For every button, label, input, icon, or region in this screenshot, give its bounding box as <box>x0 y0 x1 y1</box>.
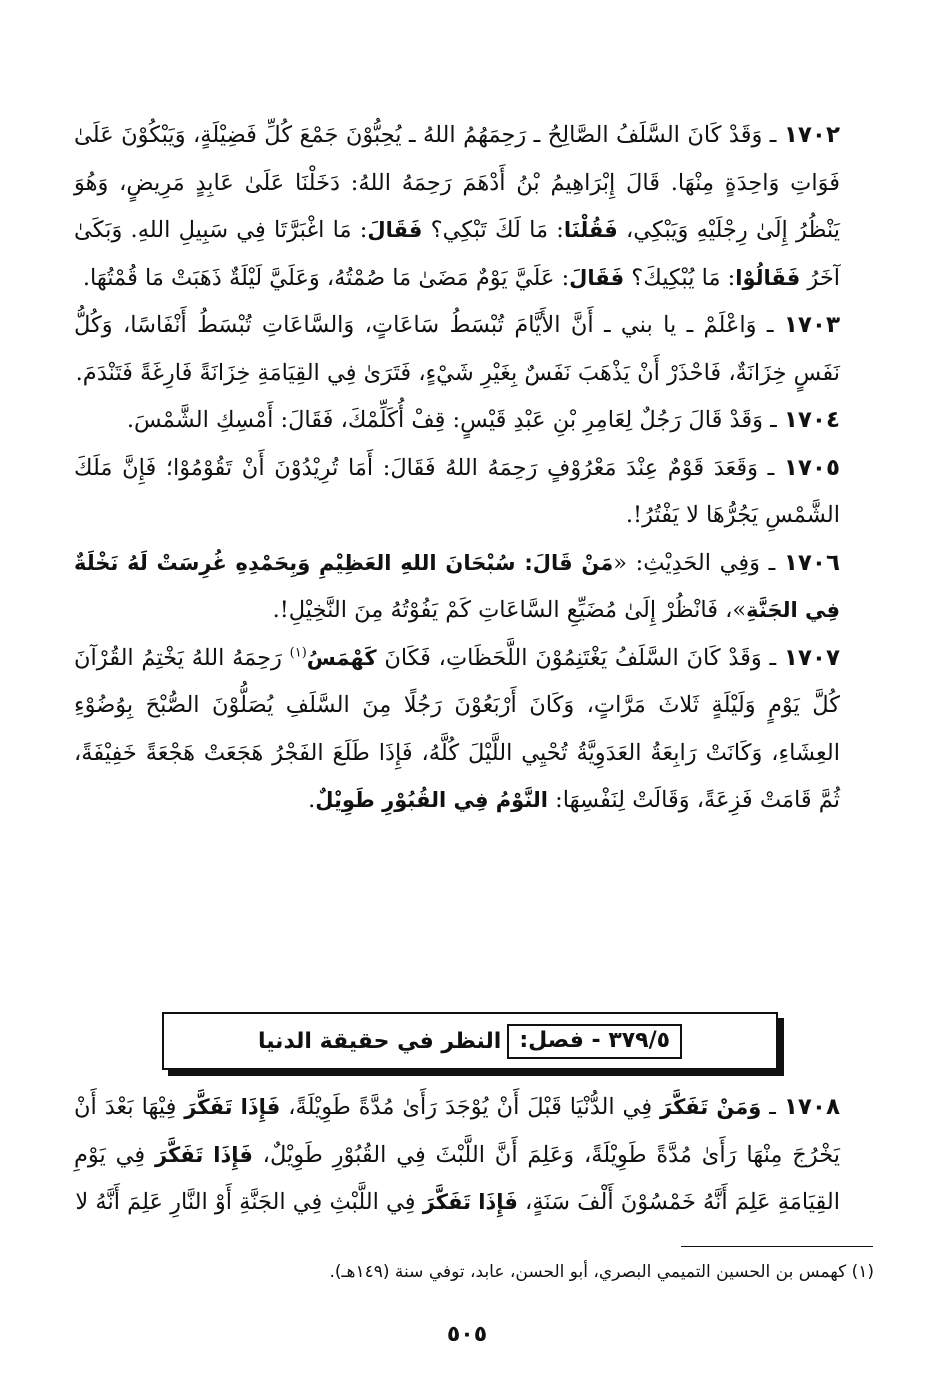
paragraph-number: ١٧٠٤ <box>783 407 840 433</box>
bold-text: كَهْمَسُ <box>306 645 377 670</box>
paragraph <box>74 540 840 635</box>
main-text-top <box>74 112 840 825</box>
footnote-ref: (١) <box>289 645 307 660</box>
paragraph <box>74 635 840 825</box>
text-run: : مَا يُبْكِيكَ؟ <box>624 264 736 291</box>
bold-text: فَقُلْنَا <box>563 218 618 242</box>
text-run: فِي اللَّبْثِ فِي الجَنَّةِ أَوْ النَّارِ عَلِمَ أَنَّهُ لا <box>75 1189 423 1215</box>
text-run: ـ وَفِي الحَدِيْثِ: « <box>613 549 784 576</box>
paragraph-number: ١٧٠٦ <box>783 549 840 576</box>
footnote-divider <box>681 1246 873 1247</box>
bold-text: النَّوْمُ فِي القُبُوْرِ طَوِيْلٌ <box>315 788 548 812</box>
section-header <box>162 1012 778 1070</box>
page-number: ٥٠٥ <box>446 1322 488 1347</box>
text-run: فِيْهَا بَعْدَ أَنْ يَخْرُجَ مِنْهَا رَأَىٰ مُدَّةً طَوِيْلَةً، وَعَلِمَ أَنَّ اللَّبْثَ فِي القُبُوْرِ طَوِيْلٌ، <box>74 1094 840 1168</box>
paragraph <box>74 445 840 540</box>
text-run: ـ وَقَدْ كَانَ السَّلَفُ يَغْتَنِمُوْنَ اللَّحَظَاتِ، فَكَانَ <box>376 644 784 671</box>
paragraph-number: ١٧٠٣ <box>783 312 840 338</box>
bold-text: مَنْ قَالَ: سُبْحَانَ اللهِ العَظِيْمِ وَبِحَمْدِهِ غُرِسَتْ لَهُ نَخْلَةٌ فِي الجَنَّةِ <box>74 550 840 622</box>
bold-text: وَمَنْ تَفَكَّرَ <box>660 1095 762 1119</box>
paragraph <box>74 112 840 302</box>
bold-text: فَإِذَا تَفَكَّرَ <box>184 1095 281 1119</box>
paragraph <box>74 302 840 397</box>
paragraph-number: ١٧٠٢ <box>783 122 840 148</box>
section-header-inner <box>258 1024 682 1059</box>
footnote: (١) كهمس بن الحسين التميمي البصري، أبو الحسن، عابد، توفي سنة (١٤٩هـ). <box>329 1262 874 1282</box>
text-run: ـ وَقَدْ قَالَ رَجُلٌ لِعَامِرِ بْنِ عَبْدِ قَيْسٍ: قِفْ أُكَلِّمْكَ، فَقَالَ: أَمْسِكِ الشَّمْسَ. <box>126 407 784 433</box>
text-run: فِي يَوْمِ القِيَامَةِ عَلِمَ أَنَّهُ خَمْسُوْنَ أَلْفَ سَنَةٍ، <box>74 1141 840 1215</box>
text-run: فِي الدُّنْيَا قَبْلَ أَنْ يُوْجَدَ رَأَىٰ مُدَّةً طَوِيْلَةً، <box>280 1094 661 1120</box>
text-run: ـ وَقَدْ كَانَ السَّلَفُ الصَّالِحُ ـ رَحِمَهُمُ اللهُ ـ يُحِبُّوْنَ جَمْعَ كُلِّ فَضِيْلَةٍ، وَيَبْكُوْنَ عَلَىٰ فَوَاتِ وَاحِدَةٍ مِنْهَا. قَالَ إِبْرَاهِيمُ بْنُ أَدْهَمَ رَحِمَهُ اللهُ: دَخَلْنَا عَلَىٰ عَابِدٍ مَرِيضٍ، وَهُوَ يَنْظُرُ إِلَىٰ رِجْلَيْهِ وَيَبْكِي، <box>74 122 840 243</box>
text-run: : عَلَيَّ يَوْمٌ مَضَىٰ مَا صُمْتُهُ، وَعَلَيَّ لَيْلَةٌ ذَهَبَتْ مَا قُمْتُهَا. <box>82 264 570 291</box>
text-run: ـ وَقَعَدَ قَوْمٌ عِنْدَ مَعْرُوْفٍ رَحِمَهُ اللهُ فَقَالَ: أَمَا تُرِيْدُوْنَ أَنْ تَقُوْمُوْا؛ فَإِنَّ مَلَكَ الشَّمْسِ يَجُرُّهَا لا يَفْتُرُ!. <box>74 454 840 528</box>
section-number-box: ٣٧٩/٥ - فصل: <box>507 1024 682 1059</box>
text-run: رَحِمَهُ اللهُ يَخْتِمُ القُرْآنَ كُلَّ يَوْمٍ وَلَيْلَةٍ ثَلاثَ مَرَّاتٍ، وَكَانَ أَرْبَعُوْنَ رَجُلًا مِنَ السَّلَفِ يُصَلُّوْنَ الصُّبْحَ بِوُضُوْءِ العِشَاءِ، وَكَانَتْ رَابِعَةُ العَدَوِيَّةُ تُحْيِي اللَّيْلَ كُلَّهُ، فَإِذَا طَلَعَ الفَجْرُ هَجَعَتْ هَجْعَةً خَفِيْفَةً، ثُمَّ قَامَتْ فَزِعَةً، وَقَالَتْ لِنَفْسِهَا: <box>74 644 840 813</box>
paragraph-number: ١٧٠٧ <box>783 644 840 671</box>
bold-text: فَإِذَا تَفَكَّرَ <box>422 1190 518 1214</box>
paragraph-number: ١٧٠٥ <box>783 454 840 481</box>
text-run: : مَا اغْبَرَّتَا فِي سَبِيلِ اللهِ. وَبَكَىٰ آخَرُ <box>74 217 840 291</box>
bold-text: فَإِذَا تَفَكَّرَ <box>154 1142 253 1167</box>
paragraph-number: ١٧٠٨ <box>783 1094 840 1120</box>
paragraph <box>74 397 840 445</box>
text-run: . <box>308 787 316 813</box>
bold-text: فَقَالُوْا <box>735 265 801 290</box>
text-run: ـ <box>761 1094 784 1120</box>
paragraph <box>74 1084 840 1227</box>
text-run: ـ وَاعْلَمْ ـ يا بني ـ أَنَّ الأَيَّامَ تُبْسَطُ سَاعَاتٍ، وَالسَّاعَاتِ تُبْسَطُ أَنْفَاسًا، وَكُلُّ نَفَسٍ خِزَانَةٌ، فَاحْذَرْ أَنْ يَذْهَبَ نَفَسٌ بِغَيْرِ شَيْءٍ، فَتَرَىٰ فِي القِيَامَةِ خِزَانَةً فَارِغَةً فَتَنْدَمَ. <box>74 312 840 386</box>
text-run: »، فَانْظُرْ إِلَىٰ مُضَيِّعِ السَّاعَاتِ كَمْ يَفُوْتُهُ مِنَ النَّخِيْلِ!. <box>272 597 747 623</box>
bold-text: فَقَالَ <box>569 265 625 290</box>
bold-text: فَقَالَ <box>367 218 423 242</box>
section-title: النظر في حقيقة الدنيا <box>257 1028 502 1054</box>
main-text-bottom <box>74 1084 840 1227</box>
text-run: : مَا لَكَ تَبْكِي؟ <box>422 217 564 243</box>
